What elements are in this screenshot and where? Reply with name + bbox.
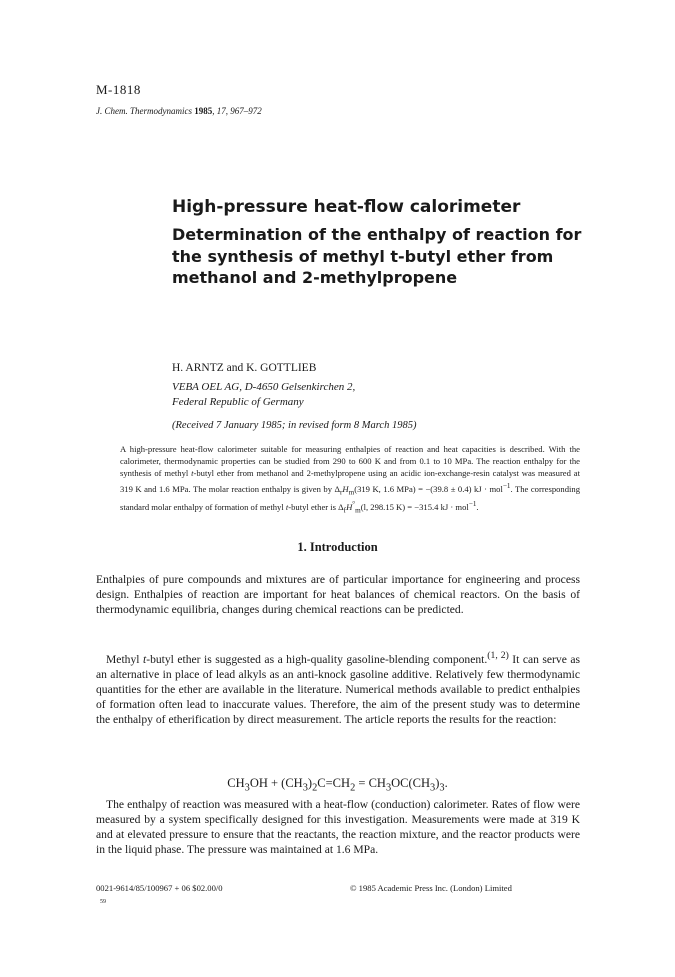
affiliation-line-1: VEBA OEL AG, D-4650 Gelsenkirchen 2,: [172, 381, 356, 393]
affiliation: [172, 380, 355, 410]
affiliation-line-2: Federal Republic of Germany: [172, 396, 304, 408]
paper-title: High-pressure heat-flow calorimeter: [172, 197, 521, 217]
page-mark: 59: [100, 899, 106, 905]
journal-volume-pages: , 17, 967–972: [212, 106, 262, 116]
paper-subtitle: Determination of the enthalpy of reaction for the synthesis of methyl t-butyl ether from methanol and 2-methylpropene: [172, 225, 582, 287]
received-dates: (Received 7 January 1985; in revised form 8 March 1985): [172, 420, 417, 431]
journal-reference: [96, 106, 262, 116]
code-number: M-1818: [96, 82, 141, 97]
section-heading-introduction: 1. Introduction: [297, 540, 378, 554]
issn-code: 0021-9614/85/100967 + 06 $02.00/0: [96, 883, 223, 893]
citation-ref: (1, 2): [487, 650, 509, 661]
body-paragraph-1: Enthalpies of pure compounds and mixtures are of particular importance for engineering and process design. Enthalpies of reaction are important for heat balances of chemical reactors. On the basis of thermodynamic equilibria, changes during chemical reactions can be predicted.: [96, 573, 580, 617]
copyright-notice: © 1985 Academic Press Inc. (London) Limited: [350, 883, 512, 893]
title-block: [172, 196, 592, 289]
journal-name: J. Chem. Thermodynamics: [96, 106, 192, 116]
authors: H. ARNTZ and K. GOTTLIEB: [172, 362, 317, 374]
journal-year: 1985: [194, 106, 213, 116]
abstract: A high-pressure heat-flow calorimeter suitable for measuring enthalpies of reaction and heat capacities is described. With the calorimeter, thermodynamic properties can be studied from 290 to 600 K and from 0.1 to 10 MPa. The reaction enthalpy for the synthesis of methyl t-butyl ether from methanol and 2-methylpropene using an acidic ion-exchange-resin catalyst was measured at 319 K and 1.6 MPa. The molar reaction enthalpy is given by $\Delta_rH_m(319$ K, 1.6 MPa) = −(39.8 ± 0.4) kJ · mol$^{-1}$. The corresponding standard molar enthalpy of formation of methyl t-butyl ether is $\Delta_fH^\circ_m(l$, 298.15 K) = −315.4 kJ · mol$^{-1}$.: [120, 444, 581, 515]
body-paragraph-3: The enthalpy of reaction was measured with a heat-flow (conduction) calorimeter. Rates of flow were measured by a system specifically designed for this investigation. Measurements were made at 319 K and at elevated pressure to ensure that the reactants, the reaction mixture, and the reactor products were in the liquid phase. The pressure was maintained at 1.6 MPa.: [96, 798, 580, 857]
body-paragraph-2: Methyl t-butyl ether is suggested as a high-quality gasoline-blending component.$^{(1, 2)}$ It can serve as an alternative in place of lead alkyls as an anti-knock gasoline additive. Relatively few thermodynamic quantities for the ether are available in the literature. Numerical methods available to predict enthalpies of formation often lead to inaccurate values. Therefore, the aim of the present study was to determine the enthalpy of etherification by direct measurement. The article reports the results for the reaction:: [96, 650, 580, 727]
reaction-equation: $CH_3OH + (CH_3)_2C=CH_2 = CH_3OC(CH_3)_3$.: [227, 776, 448, 794]
